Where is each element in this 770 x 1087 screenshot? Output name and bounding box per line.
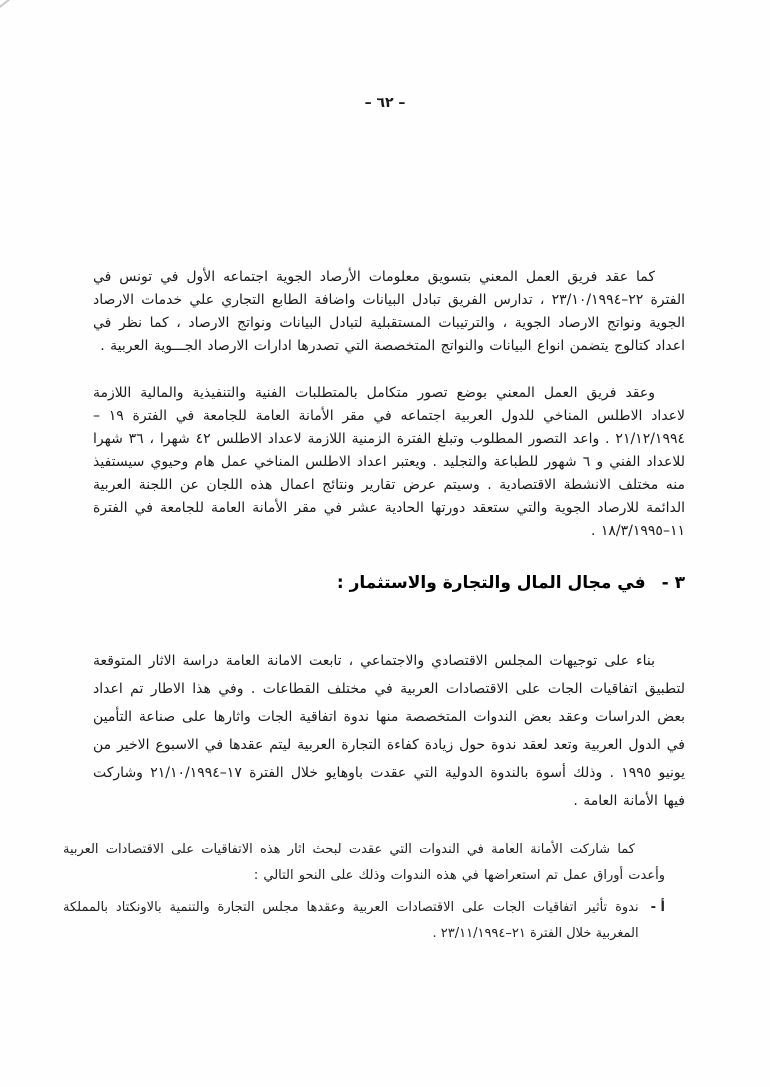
seminars-block	[63, 837, 665, 947]
section-title: في مجال المال والتجارة والاستثمار :	[336, 573, 646, 593]
paragraph-climate-atlas: وعقد فريق العمل المعني بوضع تصور متكامل بالمتطلبات الفنية والتنفيذية والمالية اللازمة لاعداد الاطلس المناخي للدول العربية اجتماعه في مقر الأمانة العامة للجامعة في الفترة ١٩ – ٢١/١٢/١٩٩٤ . واعد التصور المطلوب وتبلغ الفترة الزمنية اللازمة لاعداد الاطلس ٤٢ شهرا ، ٣٦ شهرا للاعداد الفني و ٦ شهور للطباعة والتجليد . ويعتبر اعداد الاطلس المناخي عمل هام وحيوي سيستفيذ منه مختلف الانشطة الاقتصادية . وسيتم عرض تقارير ونتائج اعمال هذه اللجان عن اللجنة العربية الدائمة للارصاد الجوية والتي ستعقد دورتها الحادية عشر في مقر الأمانة العامة للجامعة في الفترة ١١–١٨/٣/١٩٩٥ .	[93, 385, 686, 539]
list-item-a	[63, 895, 665, 947]
section-number: ٣ -	[661, 573, 685, 593]
paragraph-gatt-agreements: بناء على توجيهات المجلس الاقتصادي والاجتماعي ، تابعت الامانة العامة دراسة الاثار المتوقعة لتطبيق اتفاقيات الجات على الاقتصادات العربية في مختلف القطاعات . وفي هذا الاطار تم اعداد بعض الدراسات وعقد بعض الندوات المتخصصة منها ندوة اتفاقية الجات واثارها على صناعة التأمين في الدول العربية وتعد لعقد ندوة حول زيادة كفاءة التجارة العربية ليتم عقدها في الاسبوع الاخير من يونيو ١٩٩٥ . وذلك أسوة بالندوة الدولية التي عقدت باوهايو خلال الفترة ١٧–٢١/١٠/١٩٩٤ وشاركت فيها الأمانة العامة .	[93, 653, 686, 809]
paragraph-meteorology-marketing: كما عقد فريق العمل المعني بتسويق معلومات الأرصاد الجوية اجتماعه الأول في تونس في الفترة ٢٢–٢٣/١٠/١٩٩٤ ، تدارس الفريق تبادل البيانات واضافة الطابع التجاري علي خدمات الارصاد الجوية ونواتج الارصاد الجوية ، والترتيبات المستقبلية لتبادل البيانات ونواتج الارصاد ، كما نظر في اعداد كتالوج يتضمن انواع البيانات والنواتج المتخصصة التي تصدرها ادارات الارصاد الجـــوية العربية .	[93, 269, 685, 354]
paragraph-seminars-participation: كما شاركت الأمانة العامة في الندوات التي عقدت لبحث اثار هذه الاتفاقيات على الاقتصادات العربية وأعدت أوراق عمل تم استعراضها في هذه الندوات وذلك على النحو التالي :	[63, 842, 665, 883]
scan-edge-artifact	[0, 0, 34, 10]
list-item-a-label: أ -	[650, 900, 665, 915]
list-item-a-text: ندوة تأثير اتفاقيات الجات على الاقتصادات العربية وعقدها مجلس التجارة والتنمية بالاونكتاد بالمملكة المغربية خلال الفترة ٢١–٢٣/١١/١٩٩٤ .	[63, 900, 639, 941]
page-number: – ٦٢ –	[364, 95, 406, 111]
section-heading-finance-trade	[93, 573, 685, 593]
page-content	[63, 266, 686, 947]
